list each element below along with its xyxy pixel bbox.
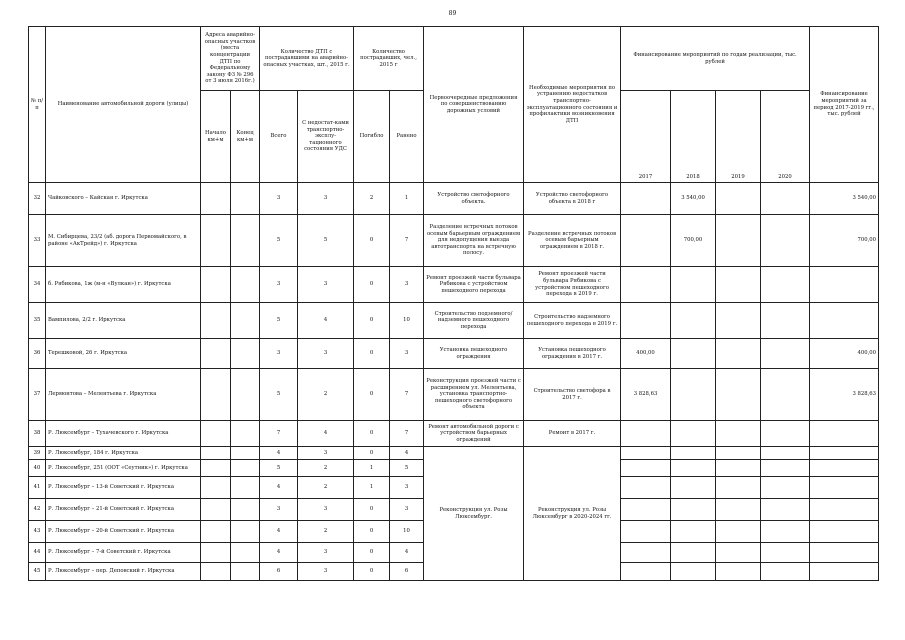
row-number-cell: 43 (29, 521, 46, 543)
end-km-cell (231, 339, 260, 369)
header-with-defects: С недостат-ками транспортно-эксплу-тационного состояния УДС (298, 91, 354, 183)
financing-2018-cell (671, 521, 716, 543)
financing-2020-cell (761, 447, 810, 460)
road-name-cell: Р. Люксембург, 251 (ООТ «Сеутник») г. Иркутска (46, 460, 201, 477)
financing-2018-cell (671, 460, 716, 477)
needed-measure-cell: Ремонт в 2017 г. (524, 421, 621, 447)
financing-total-cell: 3 540,00 (810, 183, 879, 215)
dtp-defects-cell: 3 (298, 499, 354, 521)
injured-cell: 4 (390, 447, 424, 460)
primary-measure-cell: Ремонт автомобильной дороги с устройством барьерных ограждений (424, 421, 524, 447)
financing-total-cell (810, 447, 879, 460)
end-km-cell (231, 369, 260, 421)
dtp-defects-cell: 4 (298, 303, 354, 339)
header-victims: Количество пострадавших, чел., 2015 г (354, 27, 424, 91)
dtp-defects-cell: 3 (298, 447, 354, 460)
dtp-defects-cell: 4 (298, 421, 354, 447)
road-name-cell: Лермонтова – Мелентьева г. Иркутска (46, 369, 201, 421)
road-name-cell: Р. Люксембург – 7-й Советский г. Иркутска (46, 543, 201, 563)
killed-cell: 0 (354, 267, 390, 303)
row-number-cell: 44 (29, 543, 46, 563)
needed-measure-cell: Установка пешеходного ограждения в 2017 г. (524, 339, 621, 369)
dtp-total-cell: 6 (260, 563, 298, 581)
start-km-cell (201, 183, 231, 215)
end-km-cell (231, 499, 260, 521)
financing-2020-cell (761, 215, 810, 267)
killed-cell: 0 (354, 521, 390, 543)
header-start: Начало км+м (201, 91, 231, 183)
row-number-cell: 38 (29, 421, 46, 447)
road-name-cell: Р. Люксембург, 184 г. Иркутска (46, 447, 201, 460)
financing-2017-cell (621, 421, 671, 447)
dtp-total-cell: 3 (260, 339, 298, 369)
end-km-cell (231, 460, 260, 477)
killed-cell: 1 (354, 460, 390, 477)
financing-2018-cell (671, 477, 716, 499)
financing-total-cell (810, 477, 879, 499)
injured-cell: 7 (390, 421, 424, 447)
table-row (29, 339, 879, 369)
start-km-cell (201, 267, 231, 303)
row-number-cell: 41 (29, 477, 46, 499)
road-name-cell: Р. Люксембург – 13-й Советский г. Иркутска (46, 477, 201, 499)
financing-2018-cell (671, 563, 716, 581)
dtp-total-cell: 5 (260, 303, 298, 339)
end-km-cell (231, 563, 260, 581)
road-name-cell: М. Сибирцева, 23/2 (аб. дорога Первомайского, в районе «АкТрейд») г. Иркутска (46, 215, 201, 267)
financing-total-cell (810, 421, 879, 447)
injured-cell: 7 (390, 215, 424, 267)
financing-2018-cell: 700,00 (671, 215, 716, 267)
financing-2018-cell: 3 540,00 (671, 183, 716, 215)
dtp-defects-cell: 2 (298, 521, 354, 543)
financing-total-cell: 3 828,63 (810, 369, 879, 421)
row-number-cell: 42 (29, 499, 46, 521)
header-total-financing: Финансирование мероприятий за период 2017-2019 гг., тыс. рублей (810, 27, 879, 183)
header-road-name: Наименование автомобильной дороги (улицы) (46, 27, 201, 183)
road-name-cell: Р. Люксембург – пер. Деповский г. Иркутска (46, 563, 201, 581)
road-name-cell: Р. Люксембург – 21-й Советский г. Иркутска (46, 499, 201, 521)
financing-2017-cell (621, 447, 671, 460)
financing-total-cell: 700,00 (810, 215, 879, 267)
financing-2019-cell (716, 521, 761, 543)
killed-cell: 2 (354, 183, 390, 215)
start-km-cell (201, 215, 231, 267)
end-km-cell (231, 521, 260, 543)
needed-measure-cell: Строительство надземного пешеходного перехода в 2019 г. (524, 303, 621, 339)
header-dtp-count: Количество ДТП с пострадавшими на аварийно-опасных участках, шт., 2015 г. (260, 27, 354, 91)
end-km-cell (231, 183, 260, 215)
header-row-1 (29, 27, 879, 91)
financing-2017-cell (621, 563, 671, 581)
dtp-total-cell: 4 (260, 543, 298, 563)
row-number-cell: 36 (29, 339, 46, 369)
financing-2020-cell (761, 477, 810, 499)
financing-2020-cell (761, 460, 810, 477)
header-financing: Финансирование мероприятий по годам реализации, тыс. рублей (621, 27, 810, 91)
header-num: № п/п (29, 27, 46, 183)
killed-cell: 0 (354, 563, 390, 581)
merged-primary-measure: Реконструкция ул. Розы Люксембург. (424, 447, 524, 581)
header-year-2019: 2019 (716, 91, 761, 183)
injured-cell: 7 (390, 369, 424, 421)
financing-2019-cell (716, 460, 761, 477)
dtp-total-cell: 4 (260, 521, 298, 543)
row-number-cell: 40 (29, 460, 46, 477)
financing-total-cell (810, 521, 879, 543)
header-year-2020: 2020 (761, 91, 810, 183)
start-km-cell (201, 303, 231, 339)
injured-cell: 3 (390, 339, 424, 369)
financing-2017-cell (621, 543, 671, 563)
end-km-cell (231, 447, 260, 460)
injured-cell: 10 (390, 303, 424, 339)
end-km-cell (231, 303, 260, 339)
start-km-cell (201, 447, 231, 460)
dtp-defects-cell: 3 (298, 183, 354, 215)
financing-2017-cell (621, 521, 671, 543)
financing-2019-cell (716, 421, 761, 447)
financing-2019-cell (716, 477, 761, 499)
needed-measure-cell: Устройство светофорного объекта в 2018 г (524, 183, 621, 215)
dtp-defects-cell: 2 (298, 460, 354, 477)
killed-cell: 0 (354, 499, 390, 521)
dtp-total-cell: 4 (260, 447, 298, 460)
dtp-defects-cell: 3 (298, 563, 354, 581)
financing-2017-cell (621, 499, 671, 521)
financing-2017-cell (621, 267, 671, 303)
header-primary: Первоочередные предложения по совершенствованию дорожных условий (424, 27, 524, 183)
road-name-cell: Терешковой, 26 г. Иркутска (46, 339, 201, 369)
dtp-defects-cell: 3 (298, 339, 354, 369)
start-km-cell (201, 499, 231, 521)
financing-2019-cell (716, 267, 761, 303)
financing-2017-cell (621, 215, 671, 267)
financing-2020-cell (761, 499, 810, 521)
row-number-cell: 39 (29, 447, 46, 460)
start-km-cell (201, 369, 231, 421)
killed-cell: 0 (354, 447, 390, 460)
financing-total-cell (810, 460, 879, 477)
financing-2018-cell (671, 303, 716, 339)
road-safety-table (28, 26, 879, 581)
injured-cell: 3 (390, 477, 424, 499)
header-needed: Необходимые мероприятия по устранению недостатков транспортно-эксплуатационного состояния и профилактики возникновения ДТП (524, 27, 621, 183)
start-km-cell (201, 477, 231, 499)
injured-cell: 3 (390, 499, 424, 521)
financing-2017-cell (621, 477, 671, 499)
injured-cell: 5 (390, 460, 424, 477)
financing-2019-cell (716, 303, 761, 339)
financing-total-cell (810, 499, 879, 521)
table-row (29, 267, 879, 303)
dtp-total-cell: 3 (260, 499, 298, 521)
injured-cell: 10 (390, 521, 424, 543)
row-number-cell: 34 (29, 267, 46, 303)
financing-2017-cell (621, 303, 671, 339)
road-name-cell: Р. Люксембург – Тухачевского г. Иркутска (46, 421, 201, 447)
row-number-cell: 32 (29, 183, 46, 215)
page-number: 89 (448, 10, 457, 17)
killed-cell: 1 (354, 477, 390, 499)
table-row (29, 183, 879, 215)
header-total: Всего (260, 91, 298, 183)
injured-cell: 4 (390, 543, 424, 563)
primary-measure-cell: Установка пешеходного ограждения (424, 339, 524, 369)
financing-2019-cell (716, 447, 761, 460)
killed-cell: 0 (354, 339, 390, 369)
financing-2020-cell (761, 421, 810, 447)
financing-total-cell (810, 543, 879, 563)
financing-2018-cell (671, 369, 716, 421)
header-year-2017: 2017 (621, 91, 671, 183)
financing-2020-cell (761, 303, 810, 339)
dtp-defects-cell: 5 (298, 215, 354, 267)
financing-2020-cell (761, 543, 810, 563)
primary-measure-cell: Ремонт проезжей части бульвара Рябикова с устройством пешеходного перехода (424, 267, 524, 303)
killed-cell: 0 (354, 543, 390, 563)
merged-needed-measure: Реконструкция ул. Розы Люксембург в 2020-2024 гг. (524, 447, 621, 581)
dtp-defects-cell: 3 (298, 543, 354, 563)
road-name-cell: б. Рябикова, 1ж (м-н «Вулкан») г. Иркутска (46, 267, 201, 303)
financing-2018-cell (671, 447, 716, 460)
needed-measure-cell: Ремонт проезжей части бульвара Рябикова с устройством пешеходного перехода в 2019 г. (524, 267, 621, 303)
killed-cell: 0 (354, 369, 390, 421)
primary-measure-cell: Разделение встречных потоков осевым барьерным ограждением для недопущения выезда автотранспорта на встречную полосу. (424, 215, 524, 267)
dtp-total-cell: 3 (260, 183, 298, 215)
table-row (29, 447, 879, 460)
needed-measure-cell: Разделение встречных потоков осевым барьерным ограждением в 2018 г. (524, 215, 621, 267)
financing-2020-cell (761, 563, 810, 581)
start-km-cell (201, 460, 231, 477)
start-km-cell (201, 421, 231, 447)
financing-2017-cell (621, 183, 671, 215)
financing-2019-cell (716, 339, 761, 369)
financing-2017-cell (621, 460, 671, 477)
header-injured: Ранено (390, 91, 424, 183)
row-number-cell: 45 (29, 563, 46, 581)
header-year-2018: 2018 (671, 91, 716, 183)
end-km-cell (231, 267, 260, 303)
financing-2017-cell: 3 828,63 (621, 369, 671, 421)
header-address: Адреса аварийно-опасных участков (места концентрации ДТП по Федеральному закону ФЗ № 296 от 3 июля 2016г.) (201, 27, 260, 91)
dtp-total-cell: 5 (260, 460, 298, 477)
financing-2019-cell (716, 369, 761, 421)
financing-2018-cell (671, 543, 716, 563)
dtp-total-cell: 5 (260, 215, 298, 267)
table-row (29, 421, 879, 447)
table-row (29, 369, 879, 421)
dtp-total-cell: 4 (260, 477, 298, 499)
killed-cell: 0 (354, 303, 390, 339)
injured-cell: 1 (390, 183, 424, 215)
start-km-cell (201, 563, 231, 581)
financing-2018-cell (671, 421, 716, 447)
dtp-defects-cell: 2 (298, 369, 354, 421)
injured-cell: 6 (390, 563, 424, 581)
start-km-cell (201, 521, 231, 543)
financing-2019-cell (716, 499, 761, 521)
primary-measure-cell: Строительство подземного/надземного пешеходного перехода (424, 303, 524, 339)
end-km-cell (231, 477, 260, 499)
financing-2020-cell (761, 267, 810, 303)
financing-total-cell: 400,00 (810, 339, 879, 369)
primary-measure-cell: Устройство светофорного объекта. (424, 183, 524, 215)
killed-cell: 0 (354, 421, 390, 447)
financing-2018-cell (671, 339, 716, 369)
dtp-defects-cell: 2 (298, 477, 354, 499)
financing-2020-cell (761, 369, 810, 421)
financing-2018-cell (671, 499, 716, 521)
financing-2019-cell (716, 183, 761, 215)
financing-2019-cell (716, 543, 761, 563)
row-number-cell: 35 (29, 303, 46, 339)
primary-measure-cell: Реконструкция проезжей части с расширением ул. Мелентьева, установка транспортно-пешеходного светофорного объекта (424, 369, 524, 421)
end-km-cell (231, 543, 260, 563)
end-km-cell (231, 215, 260, 267)
injured-cell: 3 (390, 267, 424, 303)
dtp-total-cell: 3 (260, 267, 298, 303)
financing-total-cell (810, 303, 879, 339)
table-row (29, 215, 879, 267)
row-number-cell: 37 (29, 369, 46, 421)
financing-2017-cell: 400,00 (621, 339, 671, 369)
road-name-cell: Вампилова, 2/2 г. Иркутска (46, 303, 201, 339)
end-km-cell (231, 421, 260, 447)
financing-2020-cell (761, 521, 810, 543)
financing-total-cell (810, 563, 879, 581)
financing-2019-cell (716, 563, 761, 581)
financing-total-cell (810, 267, 879, 303)
road-name-cell: Чайковского – Кайская г. Иркутска (46, 183, 201, 215)
start-km-cell (201, 543, 231, 563)
start-km-cell (201, 339, 231, 369)
killed-cell: 0 (354, 215, 390, 267)
table-row (29, 303, 879, 339)
header-killed: Погибло (354, 91, 390, 183)
financing-2020-cell (761, 339, 810, 369)
financing-2018-cell (671, 267, 716, 303)
header-end: Конец км+м (231, 91, 260, 183)
road-name-cell: Р. Люксембург – 20-й Советский г. Иркутска (46, 521, 201, 543)
financing-2019-cell (716, 215, 761, 267)
needed-measure-cell: Строительство светофора в 2017 г. (524, 369, 621, 421)
row-number-cell: 33 (29, 215, 46, 267)
dtp-total-cell: 7 (260, 421, 298, 447)
dtp-total-cell: 5 (260, 369, 298, 421)
financing-2020-cell (761, 183, 810, 215)
dtp-defects-cell: 3 (298, 267, 354, 303)
